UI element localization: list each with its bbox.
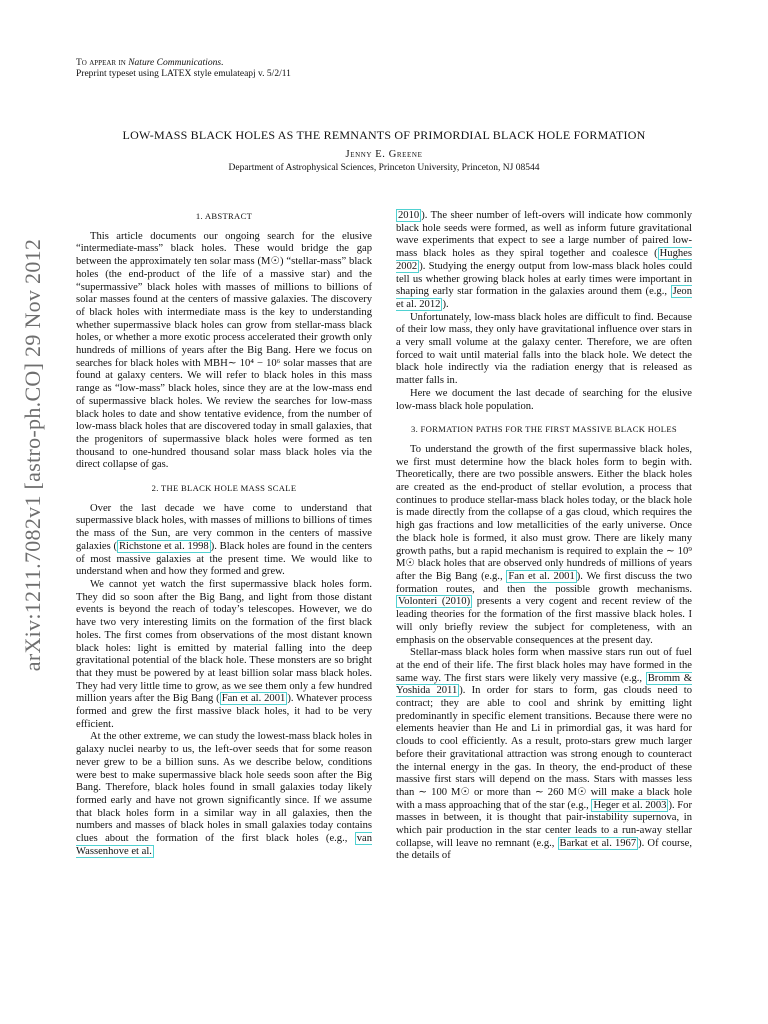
text-run: Over the last decade we have come to understand that supermassive black holes, with masses of millions to billions of times the mass of the Sun, are very common in the centers of massive galaxies ( [76,502,372,552]
text-run: At the other extreme, we can study the lowest-mass black holes in galaxy nuclei nearby to us, the left-over seeds that for some reason never grew to be a billion suns. As we describe below, conditions were best to make supermassive black hole seeds soon after the Big Bang. Therefore, black holes found in small galaxies today likely formed early and have not grown significantly since. If we assume that black holes form in a similar way in all galaxies, then the numbers and masses of black holes in small galaxies today contains clues about the formation of the first black holes (e.g., [76,731,372,845]
text-run: ). For masses in between, it is thought that pair-instability supernova, in which pair production in the star center leads to a run-away stellar collapse, will leave no remnant (e.g., [396,799,693,849]
journal-header [76,58,291,80]
arxiv-identifier: arXiv:1211.7082v1 [astro-ph.CO] 29 Nov 2012 [20,238,45,672]
journal-name: Nature Communications [128,58,222,68]
text-run: We cannot yet watch the first supermassive black holes form. They did so soon after the Big Bang, and light from those distant events is beyond the reach of today’s telescopes. However, we do have two very interesting limits on the formation of the first black holes. The first comes from observations of the most distant known black holes: light is emitted by material falling into the deep gravitational potential of the black hole. These monsters are so bright that they must be powered by at least billion solar mass black holes. They had very little time to grow, as we see them only a few hundred million years after the Big Bang ( [76,578,372,705]
paragraph [396,647,692,863]
arxiv-stamp [8,230,58,680]
paragraph [76,579,372,731]
citation-link[interactable]: Heger et al. 2003 [593,799,667,811]
right-column [396,210,692,863]
citation-link[interactable]: Bromm & Yoshida 2011 [396,672,692,697]
text-run: presents a very cogent and recent review of the leading theories for the formation of the first massive black holes. I will only briefly review the subject for completeness, with an emphasis on the observable consequences at the present day. [396,596,692,646]
citation-link[interactable]: 2010 [398,210,420,221]
text-run: ). [442,298,449,310]
text-run: Stellar-mass black holes form when massive stars run out of fuel at the end of their life. The first black holes may have formed in the same way. The first stars were likely very massive (e.g., [396,647,692,684]
appear-in-label: To appear in [76,58,126,68]
text-run: ). Whatever process formed and grew the first massive black holes, it had to be very efficient. [76,693,372,730]
citation-link[interactable]: Volonteri (2010) [398,596,471,608]
text-run: ). Black holes are found in the centers of most massive galaxies at the present time. We would like to understand when and how they formed and grew. [76,540,372,578]
citation-link[interactable]: van Wassenhove et al. [76,833,372,857]
text-run: ). Of course, the details of [396,837,692,862]
paragraph: Here we document the last decade of searching for the elusive low-mass black hole population. [396,387,692,412]
section-heading-abstract: 1. ABSTRACT [195,211,253,221]
text-run: ). We first discuss the two formation routes, and then the possible growth mechanisms. [396,570,692,595]
text-run: To understand the growth of the first supermassive black holes, we first must determine how the black holes form to begin with. Theoretically, there are two possible answers. Either the black holes are created as the end-product of stellar evolution, a process that continues to produce stellar-mass black holes today, or the black hole is made directly from the collapse of a gas cloud, which requires the high gas fractions and low metallicities of the early universe. Once the black hole is formed, it also must grow. There are likely many growth paths, but a rapid mechanism is required to explain the ∼ 10⁹ M☉ black holes that are observed only hundreds of millions of years after the Big Bang (e.g., [396,443,692,582]
abstract-paragraph: This article documents our ongoing search for the elusive “intermediate-mass” black holes. These would bridge the gap between the approximately ten solar mass (M☉) “stellar-mass” black holes (the end-product of the life of a massive star) and the “supermassive” black holes with masses of millions to billions of solar masses found at the centers of massive galaxies. The discovery of black holes with intermediate mass is the key to understanding whether supermassive black holes can grow from stellar-mass black holes, or whether a more exotic process accelerated their growth only hundreds of millions of years after the Big Bang. Here we focus on searches for black holes with MBH∼ 10⁴ − 10⁶ solar masses that are found at galaxy centers. We will refer to black holes in this mass range as “low-mass” black holes, since they are at the low-mass end of supermassive black holes. We review the searches for low-mass black holes to date and show tentative evidence, from the number of low-mass black holes that are discovered today in small galaxies, that the progenitors of supermassive black holes were formed as ten thousand to one-hundred thousand solar mass black holes via the direct collapse of gas. [76,230,372,471]
paragraph: Unfortunately, low-mass black holes are difficult to find. Because of their low mass, they only have gravitational influence over stars in a very small volume at the galaxy center. Therefore, we are often forced to wait until material falls into the black hole. We detect the black hole indirectly via the radiation energy that is released as matter falls in. [396,311,692,387]
citation-link[interactable]: Richstone et al. 1998 [118,540,209,552]
citation-link[interactable]: Fan et al. 2001 [508,570,575,582]
paper-title: LOW-MASS BLACK HOLES AS THE REMNANTS OF PRIMORDIAL BLACK HOLE FORMATION [122,128,646,142]
citation-link[interactable]: Hughes 2002 [396,248,692,272]
left-column [76,210,372,858]
paragraph [76,503,372,579]
section-heading-mass-scale: 2. THE BLACK HOLE MASS SCALE [151,483,297,494]
text-run: ). The sheer number of left-overs will indicate how commonly black hole seeds were formed, as well as inform future gravitational wave experiments that expect to see a large number of paired low-mass black holes as they spiral together and coalesce ( [396,210,692,260]
paragraph [76,731,372,858]
citation-link[interactable]: Fan et al. 2001 [221,693,286,705]
header-period: . [221,58,224,68]
text-run: ). In order for stars to form, gas clouds need to contract; they are able to cool and shrink by emitting light predominantly in specific element transitions. Because there were no elements heavier than He and Li in primordial gas, it was hard for clouds to cool efficiently. As a result, proto-stars grew much larger before their gravitational attraction was strong enough to counteract the internal energy in the gas. In theory, the end-product of these massive first stars will depend on the mass. Stars with masses less than ∼ 100 M☉ or more than ∼ 260 M☉ will make a black hole with a mass approaching that of the star (e.g., [396,685,692,811]
text-run: ). Studying the energy output from low-mass black holes could tell us whether growing black holes at early times were important in shaping early star formation in the galaxies around them (e.g., [396,260,692,298]
section-heading-formation: 3. FORMATION PATHS FOR THE FIRST MASSIVE BLACK HOLES [411,424,677,435]
preprint-note: Preprint typeset using LATEX style emulateapj v. 5/2/11 [76,69,291,79]
author: Jenny E. Greene [345,149,423,160]
paragraph [396,210,692,312]
paragraph [396,444,692,647]
citation-link[interactable]: Jeon et al. 2012 [396,286,692,310]
affiliation: Department of Astrophysical Sciences, Princeton University, Princeton, NJ 08544 [228,163,540,173]
citation-link[interactable]: Barkat et al. 1967 [559,837,637,849]
